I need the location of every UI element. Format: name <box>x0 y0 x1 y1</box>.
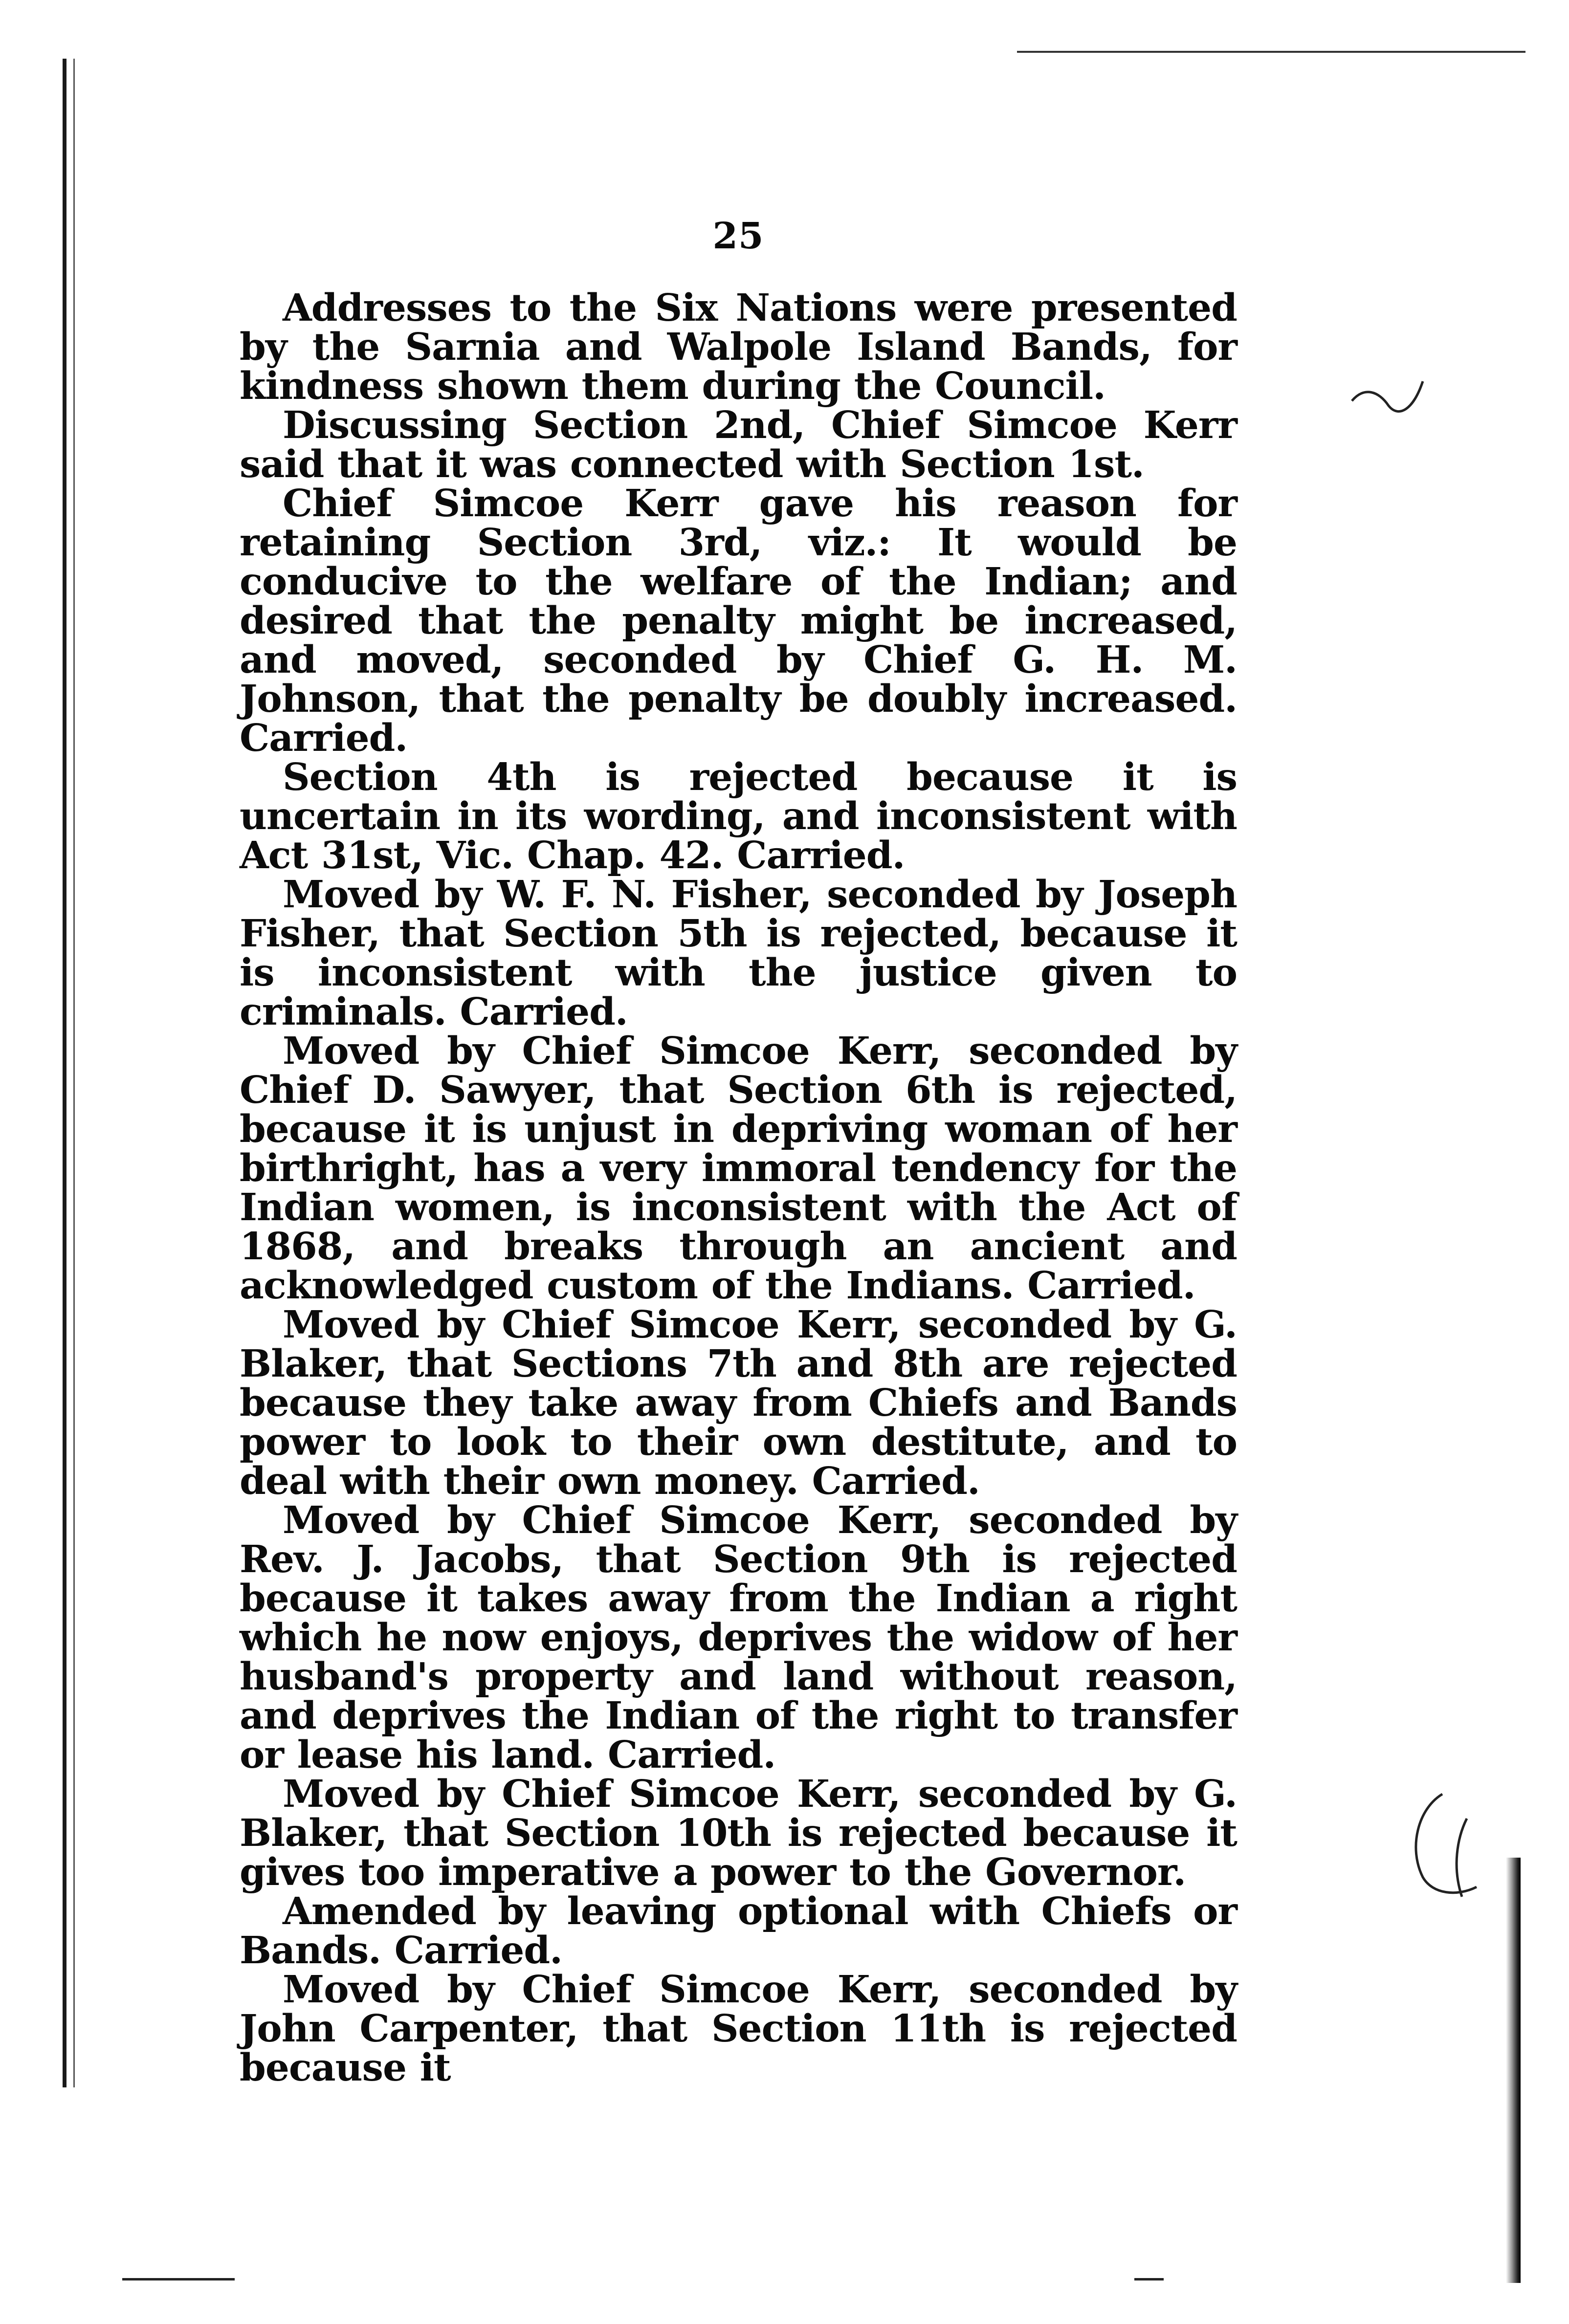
paragraph-section-11: Moved by Chief Simcoe Kerr, seconded by John Carpenter, that Section 11th is rejected because it <box>240 1968 1237 2090</box>
scan-top-rule <box>1017 51 1525 53</box>
scan-left-edge-shadow <box>73 59 75 2087</box>
paragraph-section-5: Moved by W. F. N. Fisher, seconded by Joseph Fisher, that Section 5th is rejected, because it is inconsistent with the justice given to criminals. Carried. <box>240 873 1237 1034</box>
margin-mark-bottom-right <box>1403 1789 1496 1902</box>
document-body <box>240 286 1237 2090</box>
page-number: 25 <box>712 215 764 257</box>
paragraph-amendment: Amended by leaving optional with Chiefs or Bands. Carried. <box>240 1889 1237 1973</box>
paragraph-addresses: Addresses to the Six Nations were presented by the Sarnia and Walpole Island Bands, for kindness shown them during the Council. <box>240 286 1237 408</box>
paragraph-section-9: Moved by Chief Simcoe Kerr, seconded by Rev. J. Jacobs, that Section 9th is rejected because it takes away from the Indian a right which he now enjoys, deprives the widow of her husband's property and land without reason, and deprives the Indian of the right to transfer or lease his land. Carried. <box>240 1498 1237 1777</box>
scan-right-edge <box>1506 1858 1521 2283</box>
paragraph-section-3: Chief Simcoe Kerr gave his reason for retaining Section 3rd, viz.: It would be conducive to the welfare of the Indian; and desired that the penalty might be increased, and moved, seconded by Chief G. H. M. Johnson, that the penalty be doubly increased. Carried. <box>240 482 1237 760</box>
scan-left-edge <box>63 59 66 2087</box>
paragraph-section-2: Discussing Section 2nd, Chief Simcoe Kerr said that it was connected with Section 1st. <box>240 403 1237 486</box>
paragraph-section-6: Moved by Chief Simcoe Kerr, seconded by Chief D. Sawyer, that Section 6th is rejected, because it is unjust in depriving woman of her birthright, has a very immoral tendency for the Indian women, is inconsistent with the Act of 1868, and breaks through an ancient and acknowledged custom of the Indians. Carried. <box>240 1029 1237 1308</box>
margin-mark-top-right <box>1349 372 1428 425</box>
paragraph-sections-7-8: Moved by Chief Simcoe Kerr, seconded by G. Blaker, that Sections 7th and 8th are rejected because they take away from Chiefs and Bands power to look to their own destitute, and to deal with their own money. Carried. <box>240 1303 1237 1503</box>
scan-bottom-rule-right <box>1134 2278 1164 2280</box>
paragraph-section-4: Section 4th is rejected because it is uncertain in its wording, and inconsistent with Act 31st, Vic. Chap. 42. Carried. <box>240 755 1237 877</box>
paragraph-section-10: Moved by Chief Simcoe Kerr, seconded by G. Blaker, that Section 10th is rejected because it gives too imperative a power to the Governor. <box>240 1772 1237 1894</box>
scan-bottom-rule-left <box>122 2278 235 2280</box>
